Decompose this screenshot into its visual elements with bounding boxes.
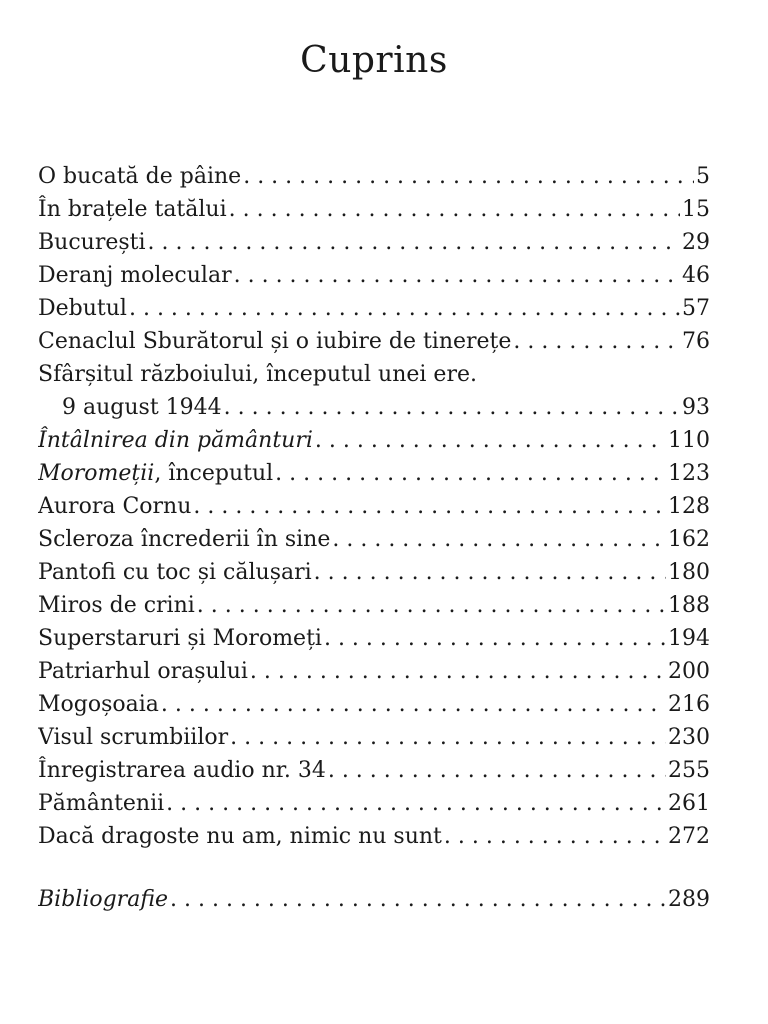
toc-entry-page: 57	[682, 296, 710, 321]
toc-entry-page: 230	[668, 725, 710, 750]
dot-leader	[148, 226, 680, 259]
toc-entry-title: Aurora Cornu	[38, 494, 192, 519]
toc-entry-title: Mogoșoaia	[38, 692, 159, 717]
toc-entry	[38, 490, 710, 523]
toc-entry-page: 46	[682, 263, 710, 288]
page-title: Cuprins	[300, 40, 448, 81]
toc-entry-page: 261	[668, 791, 710, 816]
toc-entry-page: 76	[682, 329, 710, 354]
toc-entry-page: 200	[668, 659, 710, 684]
toc-entry-title: Întâlnirea din pământuri	[38, 428, 313, 453]
dot-leader	[314, 556, 666, 589]
toc-entry-title: Miros de crini	[38, 593, 195, 618]
toc-entry-title-italic: Moromeții	[38, 461, 155, 486]
toc-entry-title: Superstaruri și Moromeți	[38, 626, 322, 651]
toc-entry-title: Patriarhul orașului	[38, 659, 248, 684]
toc-entry	[38, 424, 710, 457]
toc-entry	[38, 655, 710, 688]
toc-entry-page: 216	[668, 692, 710, 717]
dot-leader	[234, 259, 680, 292]
toc-entry-title	[38, 457, 273, 490]
toc-entry-first-line	[38, 358, 710, 391]
toc-entry-continuation	[38, 391, 710, 424]
toc-entry	[38, 721, 710, 754]
toc-entry-title: Pământenii	[38, 791, 165, 816]
toc-entry-title: Visul scrumbiilor	[38, 725, 229, 750]
toc-entry-title: București	[38, 230, 146, 255]
toc-entry-title: Sfârșitul războiului, începutul unei ere.	[38, 362, 477, 387]
dot-leader	[328, 754, 666, 787]
toc-entry	[38, 754, 710, 787]
dot-leader	[444, 820, 666, 853]
toc-entry-page: 123	[668, 461, 710, 486]
toc-entry	[38, 523, 710, 556]
dot-leader	[230, 721, 666, 754]
toc-entry-page: 29	[682, 230, 710, 255]
dot-leader	[332, 523, 666, 556]
toc-entry-title: Deranj molecular	[38, 263, 232, 288]
toc-entry	[38, 325, 710, 358]
toc-entry-title: O bucată de pâine	[38, 164, 242, 189]
toc-entry-page: 162	[668, 527, 710, 552]
toc-entry-page: 5	[696, 164, 710, 189]
toc-entry-title: 9 august 1944	[62, 395, 222, 420]
toc-entry-title: Bibliografie	[38, 887, 169, 912]
toc-entry-title: Înregistrarea audio nr. 34	[38, 758, 326, 783]
toc-entry	[38, 259, 710, 292]
toc-entry-page: 194	[668, 626, 710, 651]
toc-entry-title: Pantofi cu toc și călușari	[38, 560, 312, 585]
toc-entry-page: 180	[668, 560, 710, 585]
toc-entry	[38, 787, 710, 820]
toc-entry-title: În brațele tatălui	[38, 197, 227, 222]
toc-entry-page: 272	[668, 824, 710, 849]
toc-entry-title: Debutul	[38, 296, 127, 321]
toc-entry	[38, 292, 710, 325]
dot-leader	[166, 787, 666, 820]
toc-entry	[38, 622, 710, 655]
table-of-contents	[38, 160, 710, 916]
toc-entry	[38, 193, 710, 226]
toc-entry	[38, 556, 710, 589]
toc-entry-page: 110	[668, 428, 710, 453]
dot-leader	[513, 325, 680, 358]
toc-entry-page: 188	[668, 593, 710, 618]
dot-leader	[250, 655, 666, 688]
dot-leader	[229, 193, 680, 226]
toc-entry-title: Dacă dragoste nu am, nimic nu sunt	[38, 824, 442, 849]
toc-entry-page: 93	[682, 395, 710, 420]
toc-entry	[38, 688, 710, 721]
toc-entry-bibliography	[38, 883, 710, 916]
toc-entry	[38, 226, 710, 259]
toc-entry-title: Scleroza încrederii în sine	[38, 527, 331, 552]
toc-entry-page: 15	[682, 197, 710, 222]
toc-entry-page: 289	[668, 887, 710, 912]
dot-leader	[193, 490, 666, 523]
dot-leader	[315, 424, 666, 457]
dot-leader	[324, 622, 666, 655]
dot-leader	[224, 391, 680, 424]
toc-entry-page: 255	[668, 758, 710, 783]
toc-entry	[38, 160, 710, 193]
dot-leader	[243, 160, 694, 193]
toc-entry-title-rest: , începutul	[154, 461, 274, 486]
toc-entry	[38, 589, 710, 622]
toc-entry-title: Cenaclul Sburătorul și o iubire de tinerețe	[38, 329, 512, 354]
toc-entry-page: 128	[668, 494, 710, 519]
dot-leader	[275, 457, 666, 490]
dot-leader	[129, 292, 680, 325]
toc-entry	[38, 457, 710, 490]
section-spacer	[38, 853, 710, 883]
dot-leader	[197, 589, 666, 622]
dot-leader	[170, 883, 666, 916]
dot-leader	[161, 688, 666, 721]
toc-entry	[38, 820, 710, 853]
